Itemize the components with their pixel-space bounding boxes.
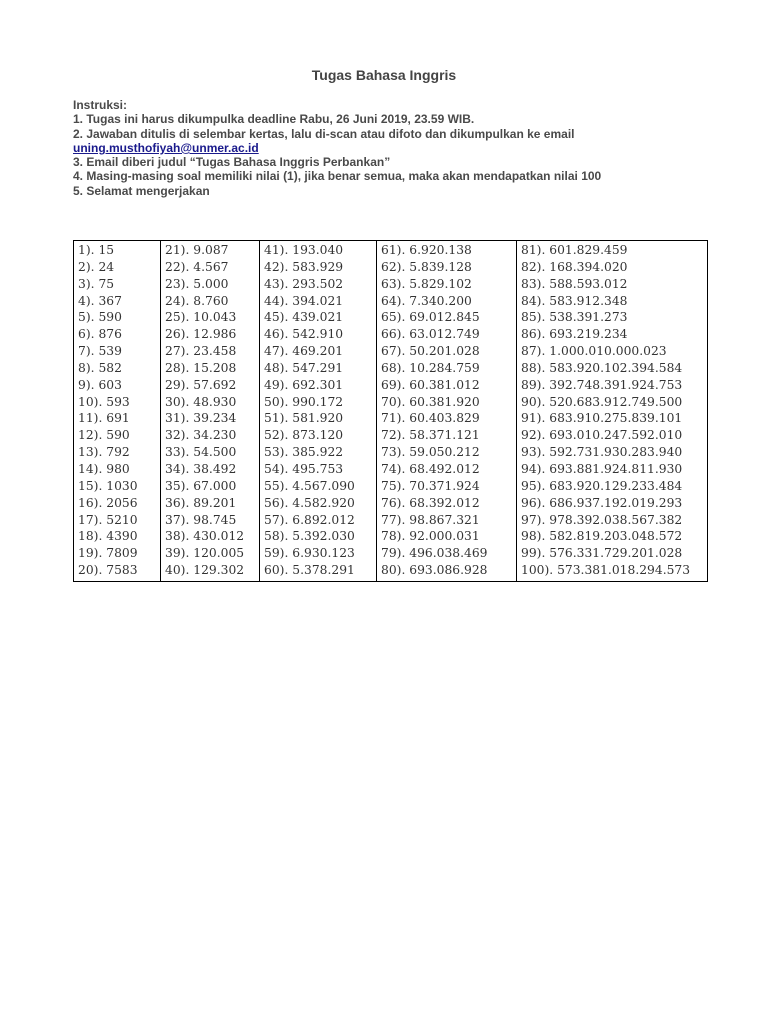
table-row — [74, 377, 708, 394]
table-cell: 59). 6.930.123 — [260, 545, 377, 562]
table-cell: 43). 293.502 — [260, 276, 377, 293]
instruction-line-5: 5. Selamat mengerjakan — [73, 183, 210, 198]
instructions-heading: Instruksi: — [73, 98, 128, 112]
table-cell: 55). 4.567.090 — [260, 478, 377, 495]
table-cell: 25). 10.043 — [161, 309, 260, 326]
table-cell: 58). 5.392.030 — [260, 528, 377, 545]
table-cell: 49). 692.301 — [260, 377, 377, 394]
table-cell: 92). 693.010.247.592.010 — [517, 427, 708, 444]
table-cell: 71). 60.403.829 — [377, 410, 517, 427]
document-title: Tugas Bahasa Inggris — [311, 67, 457, 83]
instruction-line-1: 1. Tugas ini harus dikumpulka deadline Rabu, 26 Juni 2019, 23.59 WIB. — [73, 112, 475, 127]
table-cell: 42). 583.929 — [260, 259, 377, 276]
table-cell: 17). 5210 — [74, 512, 161, 529]
table-cell: 14). 980 — [74, 461, 161, 478]
table-cell: 78). 92.000.031 — [377, 528, 517, 545]
table-cell: 4). 367 — [74, 293, 161, 310]
table-cell: 11). 691 — [74, 410, 161, 427]
table-cell: 5). 590 — [74, 309, 161, 326]
table-cell: 46). 542.910 — [260, 326, 377, 343]
table-cell: 72). 58.371.121 — [377, 427, 517, 444]
table-cell: 61). 6.920.138 — [377, 241, 517, 259]
table-cell: 67). 50.201.028 — [377, 343, 517, 360]
table-row — [74, 276, 708, 293]
table-cell: 23). 5.000 — [161, 276, 260, 293]
table-cell: 91). 683.910.275.839.101 — [517, 410, 708, 427]
table-row — [74, 309, 708, 326]
table-cell: 27). 23.458 — [161, 343, 260, 360]
table-cell: 1). 15 — [74, 241, 161, 259]
table-cell: 2). 24 — [74, 259, 161, 276]
table-row — [74, 461, 708, 478]
table-cell: 24). 8.760 — [161, 293, 260, 310]
table-row — [74, 545, 708, 562]
table-cell: 89). 392.748.391.924.753 — [517, 377, 708, 394]
table-cell: 34). 38.492 — [161, 461, 260, 478]
table-cell: 53). 385.922 — [260, 444, 377, 461]
table-cell: 45). 439.021 — [260, 309, 377, 326]
number-table — [73, 240, 708, 582]
table-cell: 82). 168.394.020 — [517, 259, 708, 276]
table-cell: 36). 89.201 — [161, 495, 260, 512]
table-row — [74, 394, 708, 411]
table-row — [74, 444, 708, 461]
instruction-line-4: 4. Masing-masing soal memiliki nilai (1), jika benar semua, maka akan mendapatkan nilai 100 — [73, 169, 602, 184]
table-row — [74, 343, 708, 360]
table-cell: 21). 9.087 — [161, 241, 260, 259]
table-cell: 74). 68.492.012 — [377, 461, 517, 478]
table-cell: 94). 693.881.924.811.930 — [517, 461, 708, 478]
table-cell: 19). 7809 — [74, 545, 161, 562]
table-cell: 30). 48.930 — [161, 394, 260, 411]
table-cell: 87). 1.000.010.000.023 — [517, 343, 708, 360]
table-cell: 3). 75 — [74, 276, 161, 293]
table-cell: 22). 4.567 — [161, 259, 260, 276]
table-cell: 10). 593 — [74, 394, 161, 411]
table-cell: 33). 54.500 — [161, 444, 260, 461]
table-row — [74, 360, 708, 377]
table-cell: 57). 6.892.012 — [260, 512, 377, 529]
table-cell: 66). 63.012.749 — [377, 326, 517, 343]
table-cell: 44). 394.021 — [260, 293, 377, 310]
table-cell: 60). 5.378.291 — [260, 562, 377, 581]
table-row — [74, 478, 708, 495]
table-cell: 70). 60.381.920 — [377, 394, 517, 411]
table-cell: 99). 576.331.729.201.028 — [517, 545, 708, 562]
table-cell: 41). 193.040 — [260, 241, 377, 259]
table-cell: 8). 582 — [74, 360, 161, 377]
instructions-block — [73, 98, 733, 198]
table-cell: 65). 69.012.845 — [377, 309, 517, 326]
table-cell: 9). 603 — [74, 377, 161, 394]
table-cell: 77). 98.867.321 — [377, 512, 517, 529]
table-row — [74, 512, 708, 529]
table-cell: 40). 129.302 — [161, 562, 260, 581]
table-cell: 13). 792 — [74, 444, 161, 461]
table-cell: 52). 873.120 — [260, 427, 377, 444]
table-cell: 95). 683.920.129.233.484 — [517, 478, 708, 495]
table-cell: 32). 34.230 — [161, 427, 260, 444]
table-cell: 38). 430.012 — [161, 528, 260, 545]
table-cell: 98). 582.819.203.048.572 — [517, 528, 708, 545]
table-cell: 26). 12.986 — [161, 326, 260, 343]
table-cell: 54). 495.753 — [260, 461, 377, 478]
table-row — [74, 562, 708, 581]
table-cell: 90). 520.683.912.749.500 — [517, 394, 708, 411]
table-cell: 63). 5.829.102 — [377, 276, 517, 293]
table-cell: 48). 547.291 — [260, 360, 377, 377]
table-cell: 73). 59.050.212 — [377, 444, 517, 461]
table-cell: 69). 60.381.012 — [377, 377, 517, 394]
table-row — [74, 326, 708, 343]
table-cell: 88). 583.920.102.394.584 — [517, 360, 708, 377]
table-cell: 51). 581.920 — [260, 410, 377, 427]
table-cell: 31). 39.234 — [161, 410, 260, 427]
table-cell: 35). 67.000 — [161, 478, 260, 495]
table-cell: 56). 4.582.920 — [260, 495, 377, 512]
table-cell: 7). 539 — [74, 343, 161, 360]
table-cell: 68). 10.284.759 — [377, 360, 517, 377]
table-cell: 85). 538.391.273 — [517, 309, 708, 326]
table-cell: 37). 98.745 — [161, 512, 260, 529]
table-row — [74, 528, 708, 545]
table-cell: 100). 573.381.018.294.573 — [517, 562, 708, 581]
table-cell: 97). 978.392.038.567.382 — [517, 512, 708, 529]
table-row — [74, 241, 708, 259]
table-cell: 83). 588.593.012 — [517, 276, 708, 293]
table-row — [74, 410, 708, 427]
table-cell: 6). 876 — [74, 326, 161, 343]
table-cell: 50). 990.172 — [260, 394, 377, 411]
table-cell: 18). 4390 — [74, 528, 161, 545]
table-cell: 81). 601.829.459 — [517, 241, 708, 259]
table-cell: 96). 686.937.192.019.293 — [517, 495, 708, 512]
table-cell: 79). 496.038.469 — [377, 545, 517, 562]
table-cell: 28). 15.208 — [161, 360, 260, 377]
table-cell: 20). 7583 — [74, 562, 161, 581]
table-cell: 16). 2056 — [74, 495, 161, 512]
table-cell: 12). 590 — [74, 427, 161, 444]
instruction-line-2: 2. Jawaban ditulis di selembar kertas, lalu di-scan atau difoto dan dikumpulkan ke email — [73, 126, 575, 141]
table-cell: 47). 469.201 — [260, 343, 377, 360]
table-cell: 39). 120.005 — [161, 545, 260, 562]
table-cell: 86). 693.219.234 — [517, 326, 708, 343]
table-cell: 15). 1030 — [74, 478, 161, 495]
table-row — [74, 293, 708, 310]
table-cell: 84). 583.912.348 — [517, 293, 708, 310]
table-cell: 76). 68.392.012 — [377, 495, 517, 512]
table-cell: 93). 592.731.930.283.940 — [517, 444, 708, 461]
table-row — [74, 259, 708, 276]
table-cell: 29). 57.692 — [161, 377, 260, 394]
email-link[interactable]: uning.musthofiyah@unmer.ac.id — [73, 140, 259, 155]
table-cell: 62). 5.839.128 — [377, 259, 517, 276]
instruction-line-3: 3. Email diberi judul “Tugas Bahasa Inggris Perbankan” — [73, 155, 391, 170]
table-cell: 64). 7.340.200 — [377, 293, 517, 310]
table-row — [74, 495, 708, 512]
table-row — [74, 427, 708, 444]
table-cell: 80). 693.086.928 — [377, 562, 517, 581]
table-cell: 75). 70.371.924 — [377, 478, 517, 495]
